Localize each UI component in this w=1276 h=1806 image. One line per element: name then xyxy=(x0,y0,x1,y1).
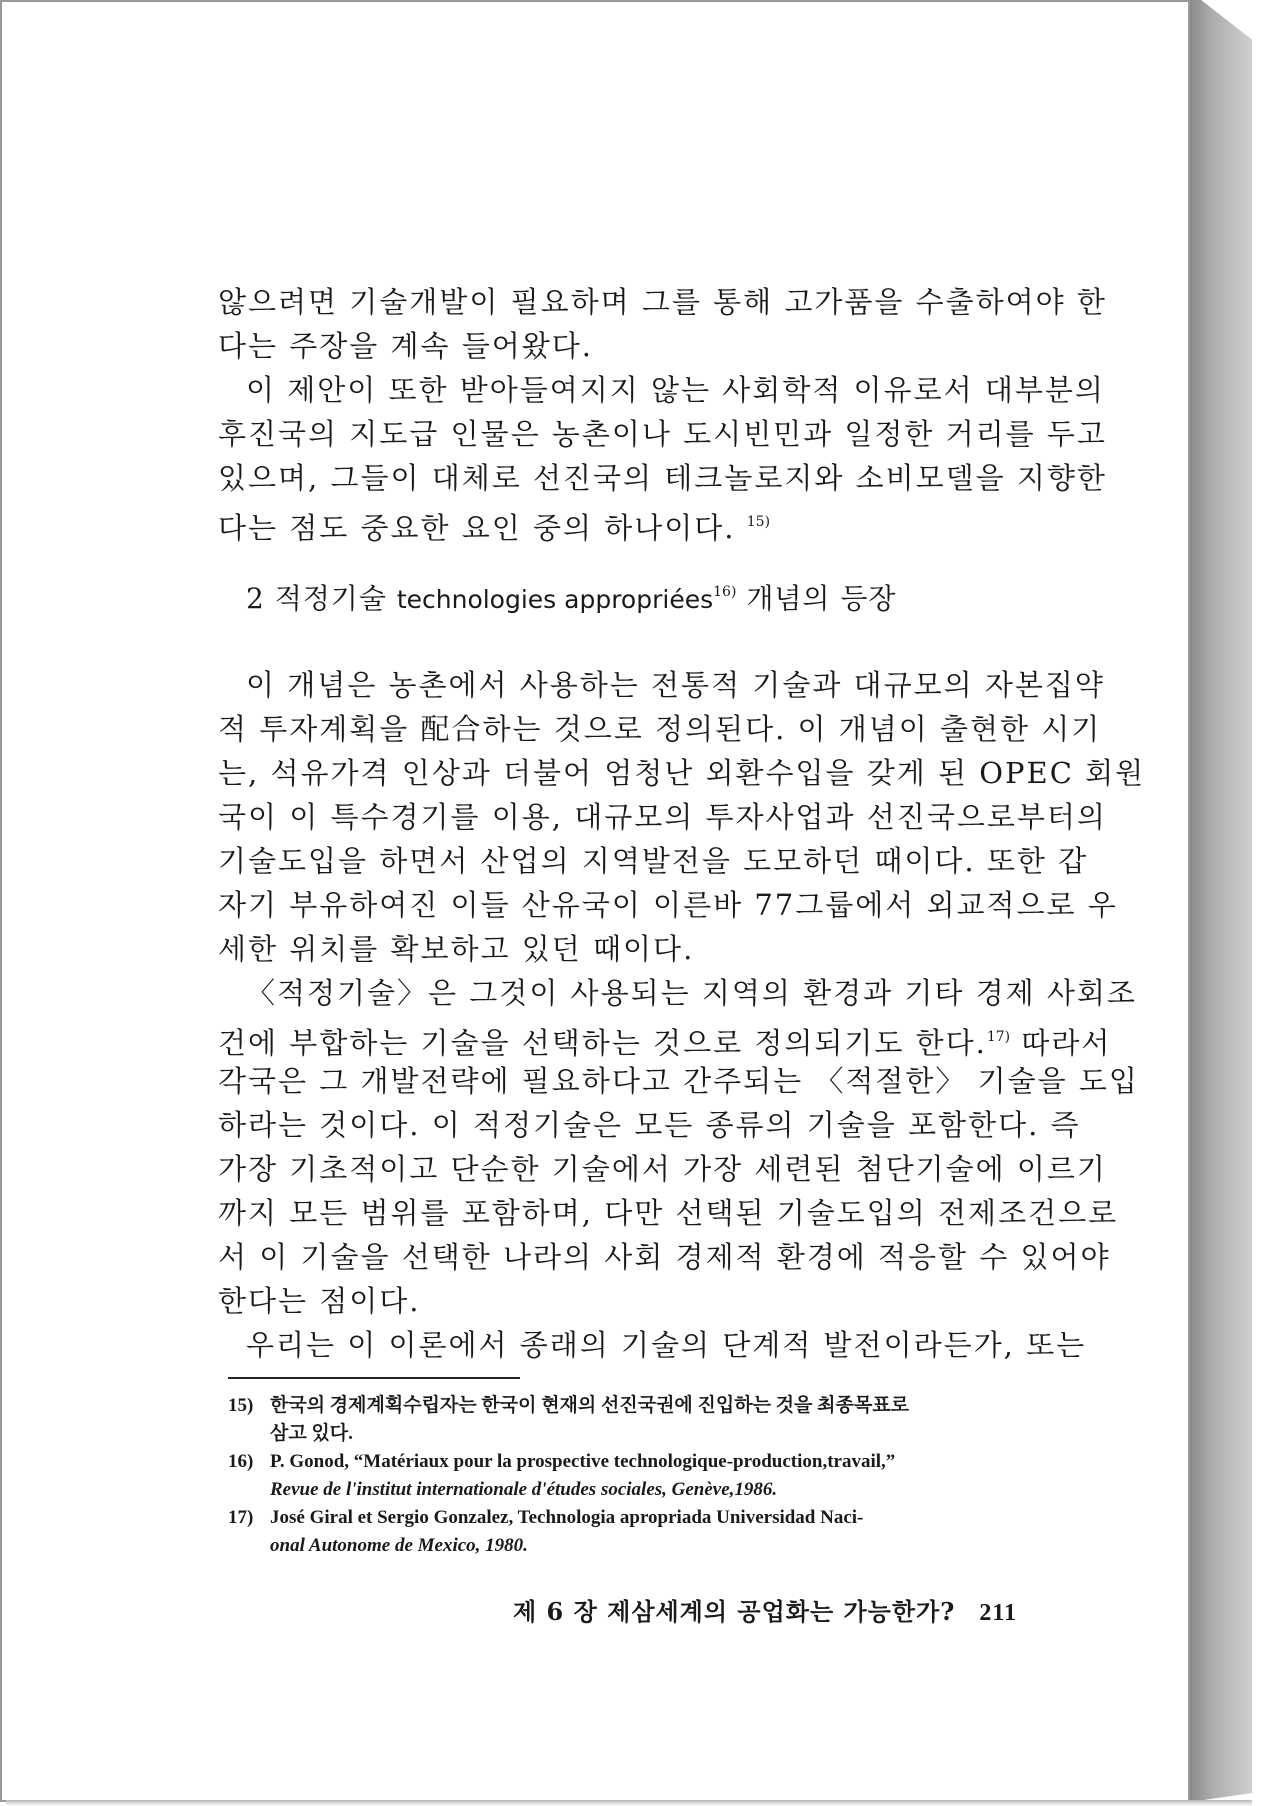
footnote-ref-17: 17) xyxy=(986,1029,1011,1045)
footnote-rule xyxy=(228,1377,520,1379)
body-line: 적 투자계획을 配合하는 것으로 정의된다. 이 개념이 출현한 시기 xyxy=(218,712,1102,746)
footnote-text-cont: 삼고 있다. xyxy=(270,1423,353,1444)
running-footer xyxy=(513,1592,1017,1627)
body-line: 하라는 것이다. 이 적정기술은 모든 종류의 기술을 포함한다. 즉 xyxy=(218,1108,1081,1142)
body-line: 세한 위치를 확보하고 있던 때이다. xyxy=(218,932,695,966)
body-line: 우리는 이 이론에서 종래의 기술의 단계적 발전이라든가, 또는 xyxy=(246,1328,1087,1362)
body-line: 이 제안이 또한 받아들여지지 않는 사회학적 이유로서 대부분의 xyxy=(246,373,1105,407)
footnote-number: 15) xyxy=(228,1395,254,1416)
footnote-number: 17) xyxy=(228,1507,254,1528)
footnote-text-cont: Revue de l'institut internationale d'études sociales, Genève,1986. xyxy=(270,1479,778,1500)
body-line: 후진국의 지도급 인물은 농촌이나 도시빈민과 일정한 거리를 두고 xyxy=(218,417,1107,451)
body-line: 기술도입을 하면서 산업의 지역발전을 도모하던 때이다. 또한 갑 xyxy=(218,844,1089,878)
body-line: 각국은 그 개발전략에 필요하다고 간주되는 〈적절한〉 기술을 도입 xyxy=(218,1064,1139,1098)
body-line-text: 건에 부합하는 기술을 선택하는 것으로 정의되기도 한다. xyxy=(218,1026,987,1060)
chapter-title: 제 6 장 제삼세계의 공업화는 가능한가? xyxy=(513,1597,956,1626)
body-line: 한다는 점이다. xyxy=(218,1284,421,1318)
footnote-text: 한국의 경제계획수립자는 한국이 현재의 선진국권에 진입하는 것을 최종목표로 xyxy=(270,1395,909,1416)
page-edge-shadow xyxy=(1190,0,1252,1802)
body-line-tail: 따라서 xyxy=(1021,1026,1112,1060)
body-line: 있으며, 그들이 대체로 선진국의 테크놀로지와 소비모델을 지향한 xyxy=(218,461,1107,495)
body-line: 국이 이 특수경기를 이용, 대규모의 투자사업과 선진국으로부터의 xyxy=(218,800,1107,834)
body-line-with-note xyxy=(218,1015,1112,1065)
body-line-with-note xyxy=(218,500,1048,550)
heading-suffix: 개념의 등장 xyxy=(746,582,897,615)
heading-prefix: 2 적정기술 xyxy=(246,582,387,615)
body-line: 않으려면 기술개발이 필요하며 그를 통해 고가품을 수출하여야 한 xyxy=(218,285,1107,319)
footnote-ref-15: 15) xyxy=(746,514,771,530)
body-line: 〈적정기술〉은 그것이 사용되는 지역의 환경과 기타 경제 사회조 xyxy=(246,976,1137,1010)
footnote-text: José Giral et Sergio Gonzalez, Technologia apropriada Universidad Naci- xyxy=(270,1507,864,1528)
body-line: 서 이 기술을 선택한 나라의 사회 경제적 환경에 적응할 수 있어야 xyxy=(218,1240,1111,1274)
body-line: 다는 주장을 계속 들어왔다. xyxy=(218,329,594,363)
heading-latin: technologies appropriées xyxy=(396,585,714,614)
page-number: 211 xyxy=(979,1600,1017,1626)
page-bottom-shadow xyxy=(6,1800,1252,1806)
footnote-ref-16: 16) xyxy=(713,584,737,600)
section-heading xyxy=(246,577,896,617)
body-line: 까지 모든 범위를 포함하며, 다만 선택된 기술도입의 전제조건으로 xyxy=(218,1196,1119,1230)
footnote-text-cont: onal Autonome de Mexico, 1980. xyxy=(270,1535,528,1556)
body-line: 가장 기초적이고 단순한 기술에서 가장 세련된 첨단기술에 이르기 xyxy=(218,1152,1107,1186)
footnote-number: 16) xyxy=(228,1451,254,1472)
body-line: 자기 부유하여진 이들 산유국이 이른바 77그룹에서 외교적으로 우 xyxy=(218,888,1118,922)
body-line: 는, 석유가격 인상과 더불어 엄청난 외환수입을 갖게 된 OPEC 회원 xyxy=(218,756,1146,790)
footnote-text: P. Gonod, “Matériaux pour la prospective technologique-production,travail,” xyxy=(270,1451,896,1472)
body-line-text: 다는 점도 중요한 요인 중의 하나이다. xyxy=(218,511,736,545)
body-line: 이 개념은 농촌에서 사용하는 전통적 기술과 대규모의 자본집약 xyxy=(246,668,1105,702)
